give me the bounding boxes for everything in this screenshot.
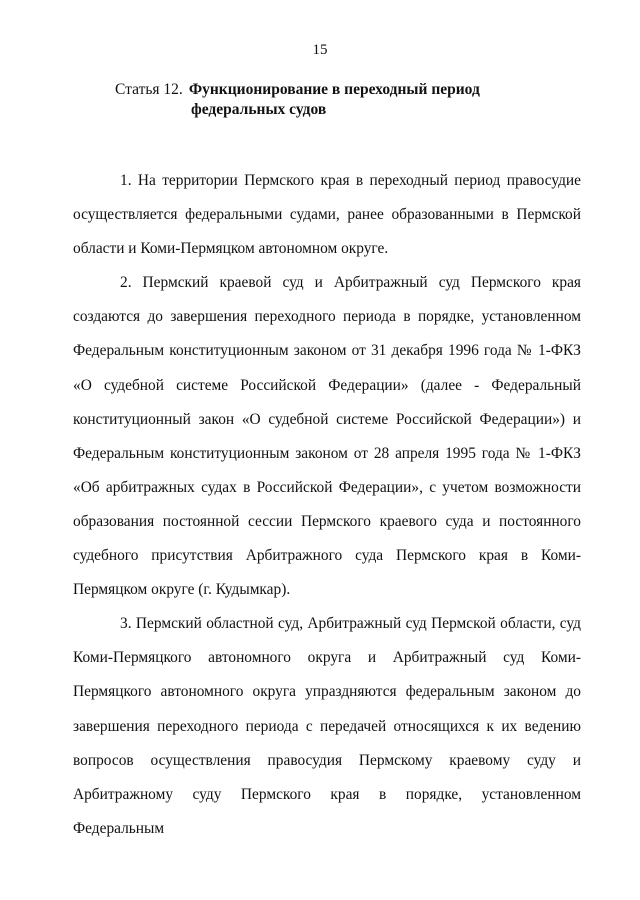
article-body (73, 164, 581, 846)
paragraph-1: 1. На территории Пермского края в переходный период правосудие осуществляется федеральными судами, ранее образованными в Пермской области и Коми-Пермяцком автономном округе. (73, 172, 581, 258)
paragraph-2: 2. Пермский краевой суд и Арбитражный суд Пермского края создаются до завершения переходного периода в порядке, установленном Федеральным конституционным законом от 31 декабря 1996 года № 1-ФКЗ «О судебной системе Российской Федерации» (далее - Федеральный конституционный закон «О судебной системе Российской Федерации») и Федеральным конституционным законом от 28 апреля 1995 года № 1-ФКЗ «Об арбитражных судах в Российской Федерации», с учетом возможности образования постоянной сессии Пермского краевого суда и постоянного судебного присутствия Арбитражного суда Пермского края в Коми-Пермяцком округе (г. Кудымкар). (73, 274, 581, 599)
paragraph-3: 3. Пермский областной суд, Арбитражный суд Пермской области, суд Коми-Пермяцкого автономного округа и Арбитражный суд Коми-Пермяцкого автономного округа упраздняются федеральным законом до завершения переходного периода с передачей относящихся к их ведению вопросов осуществления правосудия Пермскому краевому суду и Арбитражному суду Пермского края в порядке, установленном Федеральным (73, 615, 581, 837)
article-heading (115, 80, 555, 120)
article-title-line2: федеральных судов (191, 101, 327, 118)
article-number: Статья 12. (115, 81, 183, 98)
page-number: 15 (312, 42, 328, 58)
article-title-line1: Функционирование в переходный период (188, 81, 480, 98)
article-heading-line1 (115, 81, 480, 98)
